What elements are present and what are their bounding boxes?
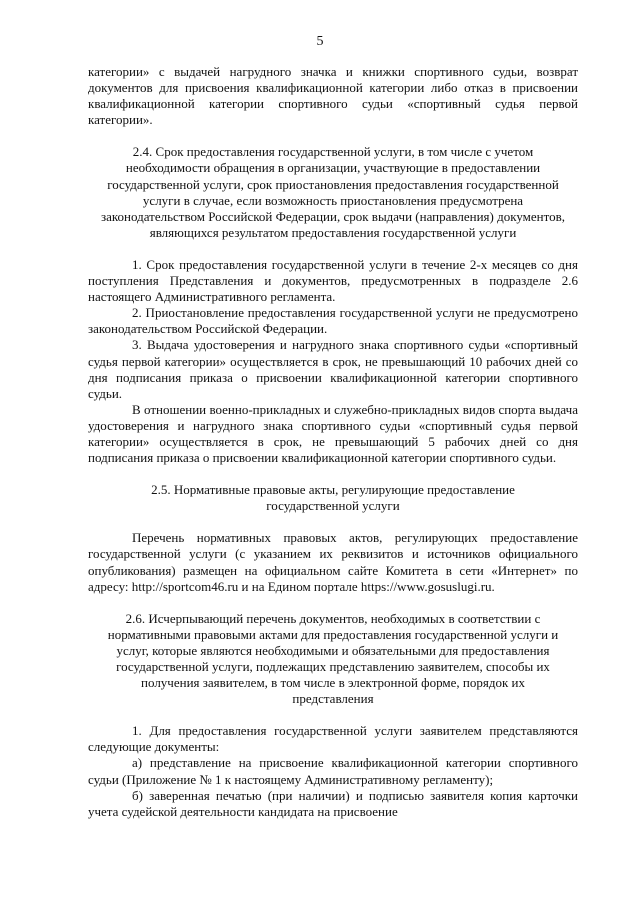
section-2-4-paragraph-military: В отношении военно-прикладных и служебно-прикладных видов спорта выдача удостоверения и нагрудного знака спортивного судьи «спортивный судья первой категории» осуществляется в срок, не превышающий 5 рабочих дней со дня подписания приказа о присвоении квалификационной категории спортивного судьи. [88, 401, 578, 466]
section-2-5-paragraph: Перечень нормативных правовых актов, регулирующих предоставление государственной услуги (с указанием их реквизитов и источников официального опубликования) размещен на официальном сайте Комитета в сети «Интернет» по адресу: http://sportcom46.ru и на Едином портале https://www.gosuslugi.ru. [88, 530, 578, 594]
section-2-6-item-a: а) представление на присвоение квалификационной категории спортивного судьи (Приложение № 1 к настоящему Административному регламенту); [88, 755, 578, 787]
section-2-5-heading: 2.5. Нормативные правовые акты, регулирующие предоставление государственной услуги [151, 482, 515, 514]
document-body [88, 64, 578, 820]
continued-paragraph: категории» с выдачей нагрудного значка и книжки спортивного судьи, возврат документов для присвоения квалификационной категории либо отказ в присвоении квалификационной категории спортивного судьи «спортивный судья первой категории». [88, 64, 578, 128]
section-2-4-heading: 2.4. Срок предоставления государственной услуги, в том числе с учетом необходимости обращения в организации, участвующие в предоставлении государственной услуги, срок приостановления предоставления государственной услуги в случае, если возможность приостановления предусмотрена законодательством Российской Федерации, срок выдачи (направления) документов, являющихся результатом предоставления государственной услуги [100, 144, 566, 240]
page-number: 5 [316, 34, 324, 49]
section-2-4-item-1: 1. Срок предоставления государственной услуги в течение 2-х месяцев со дня поступления Представления и документов, предусмотренных в подразделе 2.6 настоящего Административного регламента. [88, 256, 578, 305]
section-2-6-item-1: 1. Для предоставления государственной услуги заявителем представляются следующие документы: [88, 723, 578, 755]
section-2-4-item-3: 3. Выдача удостоверения и нагрудного знака спортивного судьи «спортивный судья первой категории» осуществляется в срок, не превышающий 10 рабочих дней со дня подписания приказа о присвоении квалификационной категории спортивного судьи. [88, 337, 578, 401]
section-2-6-item-b: б) заверенная печатью (при наличии) и подписью заявителя копия карточки учета судейской деятельности кандидата на присвоение [88, 787, 578, 819]
section-2-4-item-2: 2. Приостановление предоставления государственной услуги не предусмотрено законодательством Российской Федерации. [88, 305, 578, 337]
section-2-6-heading: 2.6. Исчерпывающий перечень документов, необходимых в соответствии с нормативными правовыми актами для предоставления государственной услуги и услуг, которые являются необходимыми и обязательными для предоставления государственной услуги, подлежащих представлению заявителем, способы их получения заявителем, в том числе в электронной форме, порядок их представления [107, 610, 559, 707]
